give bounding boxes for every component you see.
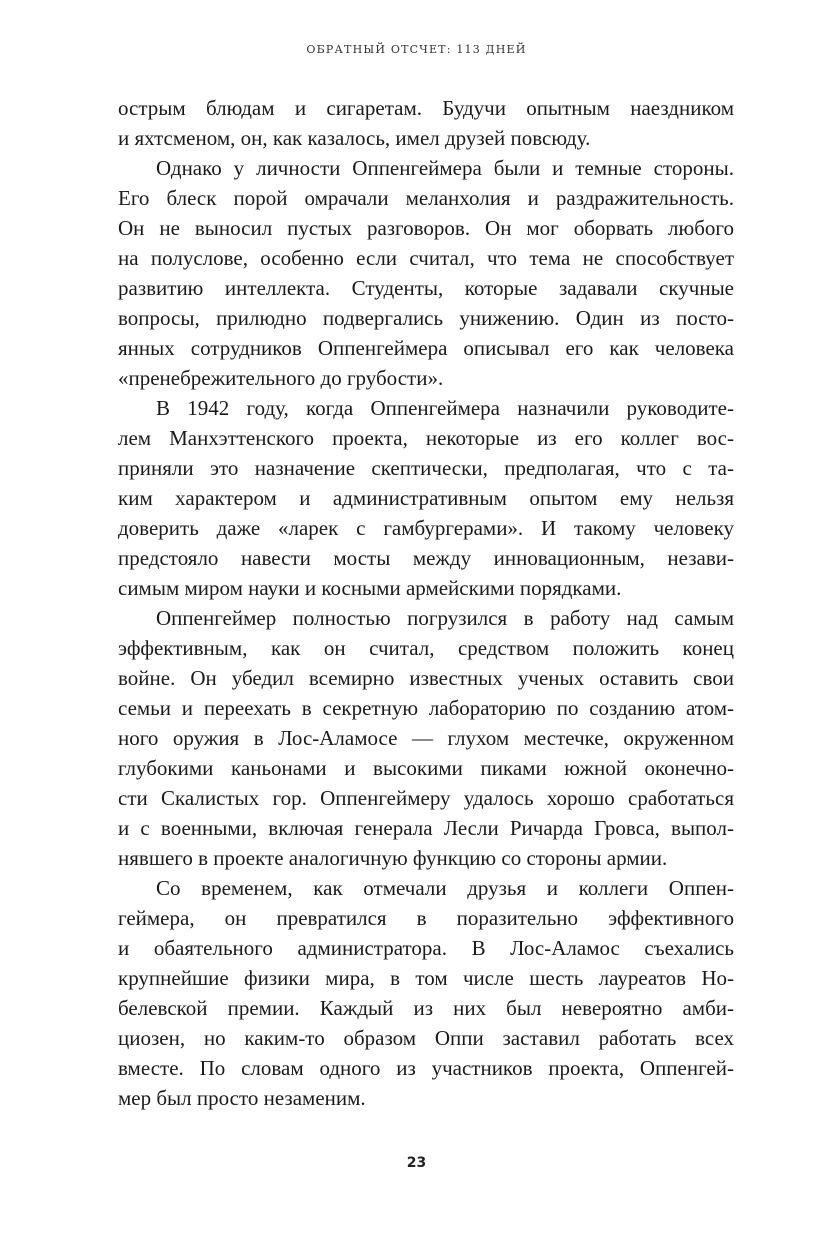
text-line: ного оружия в Лос-Аламосе — глухом местечке, окруженном bbox=[118, 726, 734, 750]
text-line: симым миром науки и косными армейскими порядками. bbox=[118, 576, 622, 600]
paragraph bbox=[118, 93, 734, 153]
text-line: В 1942 году, когда Оппенгеймера назначили руководите- bbox=[156, 396, 734, 420]
running-header: ОБРАТНЫЙ ОТСЧЕТ: 113 ДНЕЙ bbox=[306, 43, 527, 56]
text-line: и с военными, включая генерала Лесли Ричарда Гровса, выпол- bbox=[118, 816, 734, 840]
text-line: циозен, но каким-то образом Оппи заставил работать всех bbox=[118, 1026, 734, 1050]
text-line: приняли это назначение скептически, предполагая, что с та- bbox=[118, 456, 734, 480]
text-line: Его блеск порой омрачали меланхолия и раздражительность. bbox=[118, 186, 734, 210]
text-line: крупнейшие физики мира, в том числе шесть лауреатов Но- bbox=[118, 966, 734, 990]
paragraph bbox=[118, 603, 734, 873]
text-line: ким характером и административным опытом ему нельзя bbox=[118, 486, 734, 510]
paragraph bbox=[118, 153, 734, 393]
text-line: Он не выносил пустых разговоров. Он мог оборвать любого bbox=[118, 216, 734, 240]
text-line: развитию интеллекта. Студенты, которые задавали скучные bbox=[118, 276, 734, 300]
text-line: «пренебрежительного до грубости». bbox=[118, 366, 444, 390]
text-line: нявшего в проекте аналогичную функцию со стороны армии. bbox=[118, 846, 668, 870]
text-line: на полуслове, особенно если считал, что тема не способствует bbox=[118, 246, 734, 270]
text-line: вместе. По словам одного из участников проекта, Оппенгей- bbox=[118, 1056, 734, 1080]
text-line: войне. Он убедил всемирно известных ученых оставить свои bbox=[118, 666, 734, 690]
text-line: доверить даже «ларек с гамбургерами». И такому человеку bbox=[118, 516, 734, 540]
text-line: белевской премии. Каждый из них был невероятно амби- bbox=[118, 996, 734, 1020]
text-line: глубокими каньонами и высокими пиками южной оконечно- bbox=[118, 756, 734, 780]
text-line: янных сотрудников Оппенгеймера описывал его как человека bbox=[118, 336, 734, 360]
text-line: эффективным, как он считал, средством положить конец bbox=[118, 636, 734, 660]
text-line: семьи и переехать в секретную лабораторию по созданию атом- bbox=[118, 696, 734, 720]
page-number: 23 bbox=[406, 1155, 427, 1171]
text-line: Со временем, как отмечали друзья и коллеги Оппен- bbox=[156, 876, 734, 900]
text-line: Оппенгеймер полностью погрузился в работу над самым bbox=[156, 606, 734, 630]
paragraph bbox=[118, 393, 734, 603]
text-line: мер был просто незаменим. bbox=[118, 1086, 366, 1110]
text-line: острым блюдам и сигаретам. Будучи опытным наездником bbox=[118, 96, 734, 120]
paragraph bbox=[118, 873, 734, 1113]
text-line: Однако у личности Оппенгеймера были и темные стороны. bbox=[156, 156, 734, 180]
text-line: лем Манхэттенского проекта, некоторые из его коллег вос- bbox=[118, 426, 734, 450]
body-text bbox=[118, 93, 734, 1113]
text-line: предстояло навести мосты между инновационным, незави- bbox=[118, 546, 734, 570]
text-line: и яхтсменом, он, как казалось, имел друзей повсюду. bbox=[118, 126, 591, 150]
text-line: и обаятельного администратора. В Лос-Аламос съехались bbox=[118, 936, 734, 960]
text-line: геймера, он превратился в поразительно эффективного bbox=[118, 906, 734, 930]
text-line: сти Скалистых гор. Оппенгеймеру удалось хорошо сработаться bbox=[118, 786, 734, 810]
text-line: вопросы, прилюдно подвергались унижению. Один из посто- bbox=[118, 306, 734, 330]
